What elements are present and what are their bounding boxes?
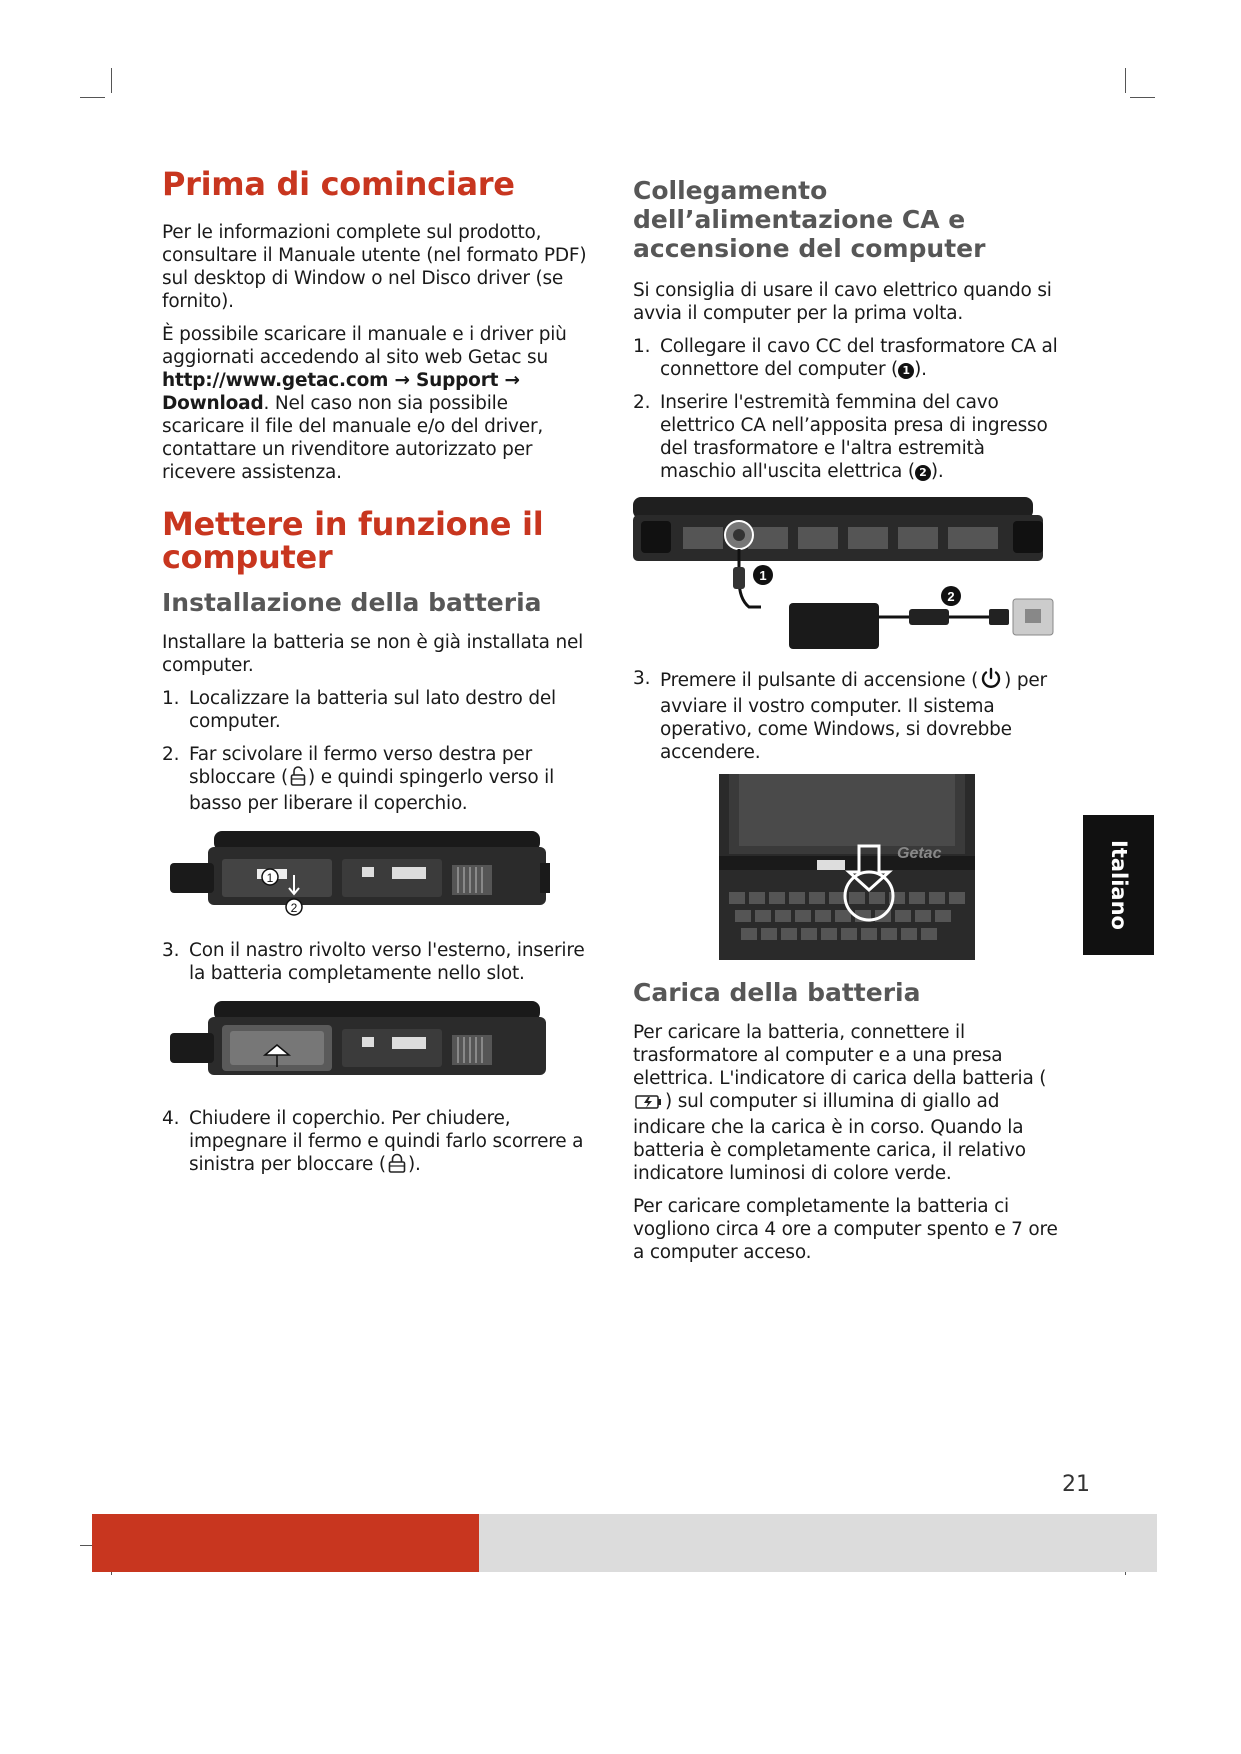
battery-insert-figure: [162, 995, 592, 1093]
section-title-prima: Prima di cominciare: [162, 165, 515, 203]
footer-bar-grey: [479, 1514, 1157, 1572]
power-steps: [633, 335, 1063, 483]
charge-time-paragraph: Per caricare completamente la batteria ci vogliono circa 4 ore a computer spento e 7 ore a computer acceso.: [633, 1196, 1058, 1263]
step-text: Premere il pulsante di accensione (: [660, 670, 979, 691]
power-steps-cont: [633, 667, 1063, 764]
step-number: 3.: [162, 940, 180, 961]
fig-label-2: 2: [290, 901, 298, 915]
list-item: [633, 335, 1063, 381]
intro-paragraph: Per le informazioni complete sul prodotto, consultare il Manuale utente (nel formato PDF) sul desktop di Window o nel Disco driver (se fornito).: [162, 222, 587, 312]
step-number: 1.: [162, 688, 180, 709]
section-title-mettere: Mettere in funzione il computer: [162, 505, 544, 576]
brand-logo: Getac: [897, 845, 942, 862]
callout-1-icon: 1: [898, 363, 914, 379]
battery-steps-cont: [162, 939, 592, 985]
list-item: [633, 667, 1063, 764]
power-connection-figure: [633, 493, 1063, 653]
charge-paragraph: [633, 1021, 1063, 1185]
subsection-title-carica: Carica della batteria: [633, 978, 921, 1007]
lock-icon: [388, 1153, 406, 1179]
step-number: 2.: [633, 392, 651, 413]
step-number: 3.: [633, 668, 651, 689]
step-number: 1.: [633, 336, 651, 357]
battery-intro: Installare la batteria se non è già installata nel computer.: [162, 632, 584, 676]
crop-mark: [1125, 68, 1126, 93]
laptop-keyboard-illustration: [719, 774, 975, 960]
step-number: 4.: [162, 1108, 180, 1129]
battery-charge-icon: [635, 1093, 663, 1116]
battery-latch-figure: [162, 825, 592, 925]
battery-steps-end: [162, 1107, 592, 1179]
step-number: 2.: [162, 744, 180, 765]
charge-text-a: Per caricare la batteria, connettere il trasformatore al computer e a una presa elettrica. L'indicatore di carica della batteria (: [633, 1022, 1047, 1089]
subsection-title-batteria: Installazione della batteria: [162, 588, 542, 617]
arrow-icon: →: [388, 370, 416, 391]
left-column: [162, 165, 592, 1189]
download-text-end: . Nel caso non sia possibile scaricare il file del manuale e/o del driver, contattare un rivenditore autorizzato per ricevere assistenza.: [162, 393, 544, 483]
step-text: Collegare il cavo CC del trasformatore CA al connettore del computer (: [660, 336, 1058, 380]
step-text: Con il nastro rivolto verso l'esterno, inserire la batteria completamente nello slot.: [189, 940, 585, 984]
step-text: ) per avviare il vostro computer. Il sistema operativo, come Windows, si dovrebbe accendere.: [660, 670, 1047, 763]
fig-label-2: 2: [947, 589, 955, 604]
crop-mark: [1130, 97, 1155, 98]
language-tab: [1083, 815, 1154, 955]
unlock-icon: [290, 766, 306, 792]
power-button-figure: [719, 774, 1063, 960]
page-number: 21: [1062, 1472, 1090, 1497]
step-text: Inserire l'estremità femmina del cavo elettrico CA nell’apposita presa di ingresso del trasformatore e l'altra estremità maschio all'uscita elettrica (: [660, 392, 1048, 482]
download-paragraph: [162, 323, 592, 484]
power-icon: [980, 667, 1002, 695]
step-text: ) e quindi spingerlo verso il basso per liberare il coperchio.: [189, 767, 555, 814]
list-item: [162, 687, 592, 733]
ac-adapter-illustration: [633, 493, 1063, 653]
download-text-start: È possibile scaricare il manuale e i driver più aggiornati accedendo al sito web Getac su: [162, 324, 567, 368]
step-text: ).: [407, 1154, 421, 1175]
arrow-icon: →: [498, 370, 520, 391]
support-link[interactable]: Support: [416, 370, 499, 391]
section-title-collegamento: Collegamento dell’alimentazione CA e accensione del computer: [633, 176, 986, 263]
fig-label-1: 1: [759, 568, 767, 583]
footer-bar-accent: [92, 1514, 479, 1572]
laptop-side-illustration: [162, 995, 592, 1093]
charge-text-b: ) sul computer si illumina di giallo ad indicare che la carica è in corso. Quando la batteria è completamente carica, il relativo indicatore luminosi di colore verde.: [633, 1091, 1026, 1184]
step-text: ).: [914, 359, 927, 380]
step-text: Chiudere il coperchio. Per chiudere, impegnare il fermo e quindi farlo scorrere a sinistra per bloccare (: [189, 1108, 584, 1175]
step-text: Localizzare la batteria sul lato destro del computer.: [189, 688, 556, 732]
step-text: Far scivolare il fermo verso destra per sbloccare (: [189, 744, 533, 788]
power-intro: Si consiglia di usare il cavo elettrico quando si avvia il computer per la prima volta.: [633, 280, 1052, 324]
list-item: [162, 939, 592, 985]
list-item: [162, 1107, 592, 1179]
language-label: Italiano: [1106, 840, 1131, 930]
callout-2-icon: 2: [915, 465, 931, 481]
laptop-side-illustration: [162, 825, 592, 925]
step-text: ).: [930, 461, 944, 482]
right-column: [633, 176, 1063, 1274]
list-item: [633, 391, 1063, 483]
list-item: [162, 743, 592, 815]
download-link[interactable]: Download: [162, 393, 264, 414]
battery-steps: [162, 687, 592, 815]
fig-label-1: 1: [266, 871, 274, 885]
crop-mark: [80, 97, 105, 98]
getac-url-link[interactable]: http://www.getac.com: [162, 370, 389, 391]
crop-mark: [111, 68, 112, 93]
